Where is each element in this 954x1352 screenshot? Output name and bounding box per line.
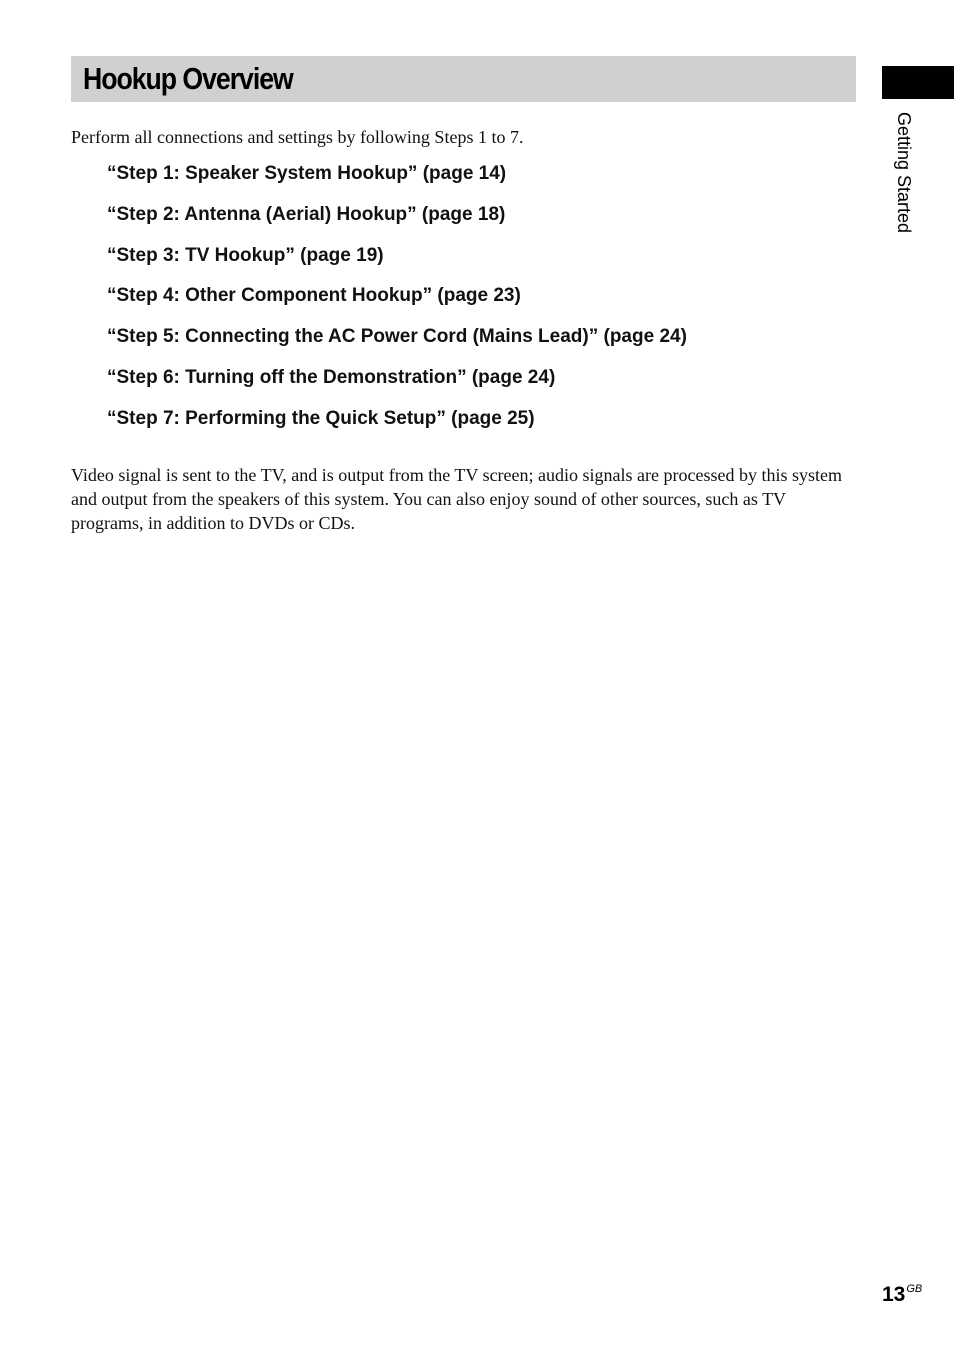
section-tab-marker [882, 66, 954, 99]
step-link-5[interactable]: “Step 5: Connecting the AC Power Cord (Mains Lead)” (page 24) [107, 326, 687, 348]
page-number-value: 13 [882, 1283, 906, 1306]
page-number-suffix: GB [906, 1283, 923, 1295]
page-number [882, 1283, 922, 1307]
step-link-3[interactable]: “Step 3: TV Hookup” (page 19) [107, 244, 384, 266]
body-paragraph: Video signal is sent to the TV, and is output from the TV screen; audio signals are processed by this system and output from the speakers of this system. You can also enjoy sound of other sources, such as TV programs, in addition to DVDs or CDs. [71, 465, 842, 533]
steps-list [107, 160, 687, 446]
step-link-4[interactable]: “Step 4: Other Component Hookup” (page 23) [107, 285, 521, 307]
step-link-6[interactable]: “Step 6: Turning off the Demonstration” (page 24) [107, 366, 556, 388]
section-label: Getting Started [894, 112, 914, 234]
title-bar [71, 56, 856, 102]
step-link-7[interactable]: “Step 7: Performing the Quick Setup” (page 25) [107, 407, 535, 429]
step-link-1[interactable]: “Step 1: Speaker System Hookup” (page 14) [107, 163, 507, 184]
step-link-2[interactable]: “Step 2: Antenna (Aerial) Hookup” (page 18) [107, 203, 506, 225]
page-title: Hookup Overview [83, 61, 293, 96]
intro-text: Perform all connections and settings by following Steps 1 to 7. [71, 127, 524, 147]
